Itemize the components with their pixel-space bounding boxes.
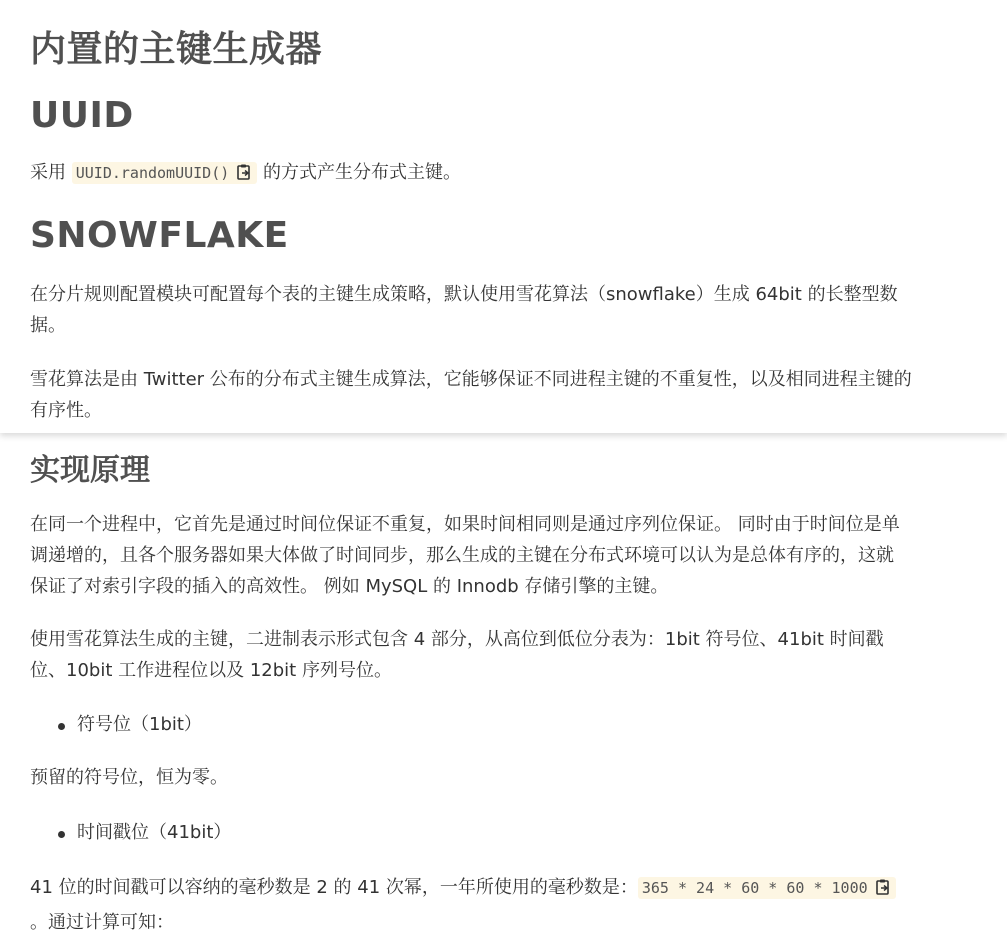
principle-paragraph-2 [30, 624, 980, 686]
principle-paragraph-1 [30, 509, 980, 602]
uuid-text-after: 的方式产生分布式主键。 [263, 162, 461, 183]
list-bullet [58, 723, 65, 730]
bottom-section [0, 433, 1007, 939]
snowflake-p2-line1: 雪花算法是由 Twitter 公布的分布式主键生成算法，它能够保证不同进程主键的不重复性，以及相同进程主键的 [30, 369, 912, 390]
page-title: 内置的主键生成器 [30, 29, 323, 70]
timestamp-inline-code [638, 877, 896, 899]
list-bullet [58, 831, 65, 838]
timestamp-paragraph [30, 872, 980, 938]
principle-p2-line1: 使用雪花算法生成的主键，二进制表示形式包含 4 部分，从高位到低位分表为：1bit 符号位、41bit 时间戳 [30, 629, 884, 650]
uuid-text-before: 采用 [30, 162, 66, 183]
snowflake-p1-line1: 在分片规则配置模块可配置每个表的主键生成策略，默认使用雪花算法（snowflake）生成 64bit 的长整型数 [30, 284, 898, 305]
principle-p1-line1: 在同一个进程中，它首先是通过时间位保证不重复，如果时间相同则是通过序列位保证。 同时由于时间位是单 [30, 514, 900, 535]
principle-p2-line2: 位、10bit 工作进程位以及 12bit 序列号位。 [30, 660, 392, 681]
snowflake-paragraph-1 [30, 279, 980, 341]
principle-p1-line2: 调递增的，且各个服务器如果大体做了时间同步，那么生成的主键在分布式环境可以认为是总体有序的，这就 [30, 545, 894, 566]
snowflake-paragraph-2 [30, 364, 980, 426]
top-section [0, 0, 1007, 433]
timestamp-text: 41 位的时间戳可以容纳的毫秒数是 2 的 41 次幂，一年所使用的毫秒数是： [30, 877, 638, 898]
uuid-heading: UUID [30, 95, 134, 136]
timestamp-line2: 。通过计算可知： [30, 912, 174, 933]
snowflake-p1-line2: 据。 [30, 315, 66, 336]
clipboard-copy-icon[interactable] [874, 876, 892, 907]
bullet-item-timestamp: 时间戳位（41bit） [77, 822, 232, 843]
bullet-item-sign-bit: 符号位（1bit） [77, 714, 202, 735]
uuid-code-text: UUID.randomUUID() [75, 164, 230, 182]
principle-heading: 实现原理 [30, 453, 150, 488]
clipboard-copy-icon[interactable] [235, 161, 253, 192]
snowflake-heading: SNOWFLAKE [30, 215, 289, 256]
timestamp-code-text: 365 * 24 * 60 * 60 * 1000 [641, 879, 868, 897]
sign-bit-description: 预留的符号位，恒为零。 [30, 767, 228, 788]
uuid-paragraph [30, 157, 980, 192]
snowflake-p2-line2: 有序性。 [30, 400, 102, 421]
uuid-inline-code [72, 162, 258, 184]
principle-p1-line3: 保证了对索引字段的插入的高效性。 例如 MySQL 的 Innodb 存储引擎的主键。 [30, 576, 669, 597]
